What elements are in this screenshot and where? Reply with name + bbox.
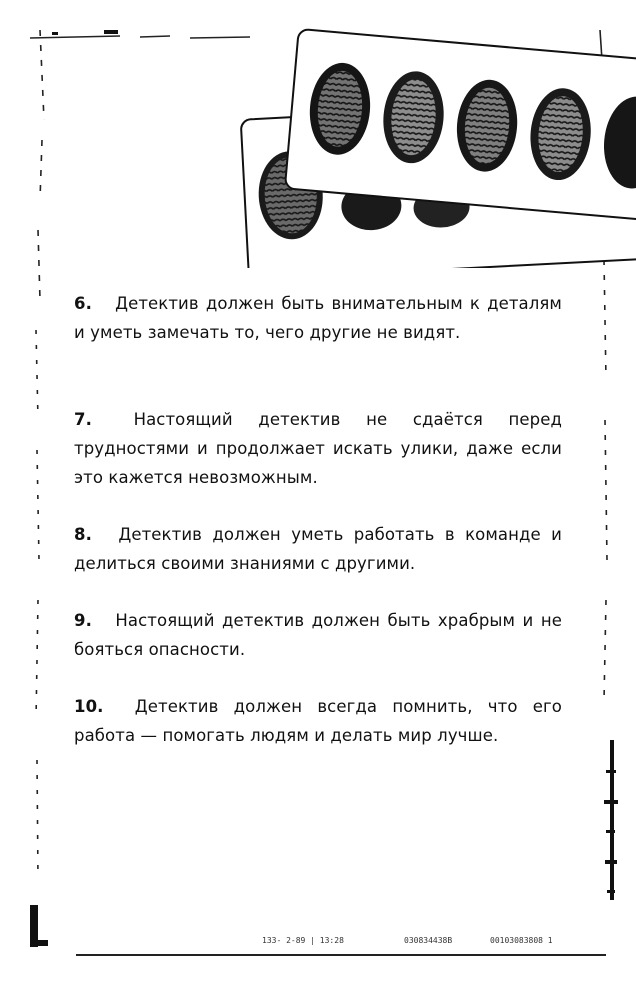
rule-number: 9. bbox=[74, 611, 92, 630]
footer-code-time: 133- 2-89 | 13:28 bbox=[262, 936, 344, 945]
rule-text: Детектив должен быть внимательным к деталям и уметь замечать то, чего другие не видят. bbox=[74, 294, 562, 342]
rule-6 bbox=[74, 289, 562, 347]
rule-text: Детектив должен уметь работать в команде и делиться своими знаниями с другими. bbox=[74, 525, 562, 573]
rule-number: 7. bbox=[74, 410, 92, 429]
rule-8 bbox=[74, 520, 562, 578]
rule-text: Детектив должен всегда помнить, что его работа — помогать людям и делать мир лучше. bbox=[74, 697, 562, 745]
rule-number: 10. bbox=[74, 697, 104, 716]
rule-text: Настоящий детектив не сдаётся перед трудностями и продолжает искать улики, даже если это кажется невозможным. bbox=[74, 410, 562, 487]
rule-7 bbox=[74, 405, 562, 492]
rule-number: 6. bbox=[74, 294, 92, 313]
rule-9 bbox=[74, 606, 562, 664]
rule-10 bbox=[74, 692, 562, 750]
footer-code-id: 030834438B bbox=[404, 936, 453, 945]
rule-number: 8. bbox=[74, 525, 92, 544]
rule-text: Настоящий детектив должен быть храбрым и не бояться опасности. bbox=[74, 611, 562, 659]
footer-code-serial: 00103083808 1 bbox=[490, 936, 553, 945]
footer-line bbox=[76, 954, 606, 956]
fingerprint-cards-illustration bbox=[230, 18, 636, 268]
